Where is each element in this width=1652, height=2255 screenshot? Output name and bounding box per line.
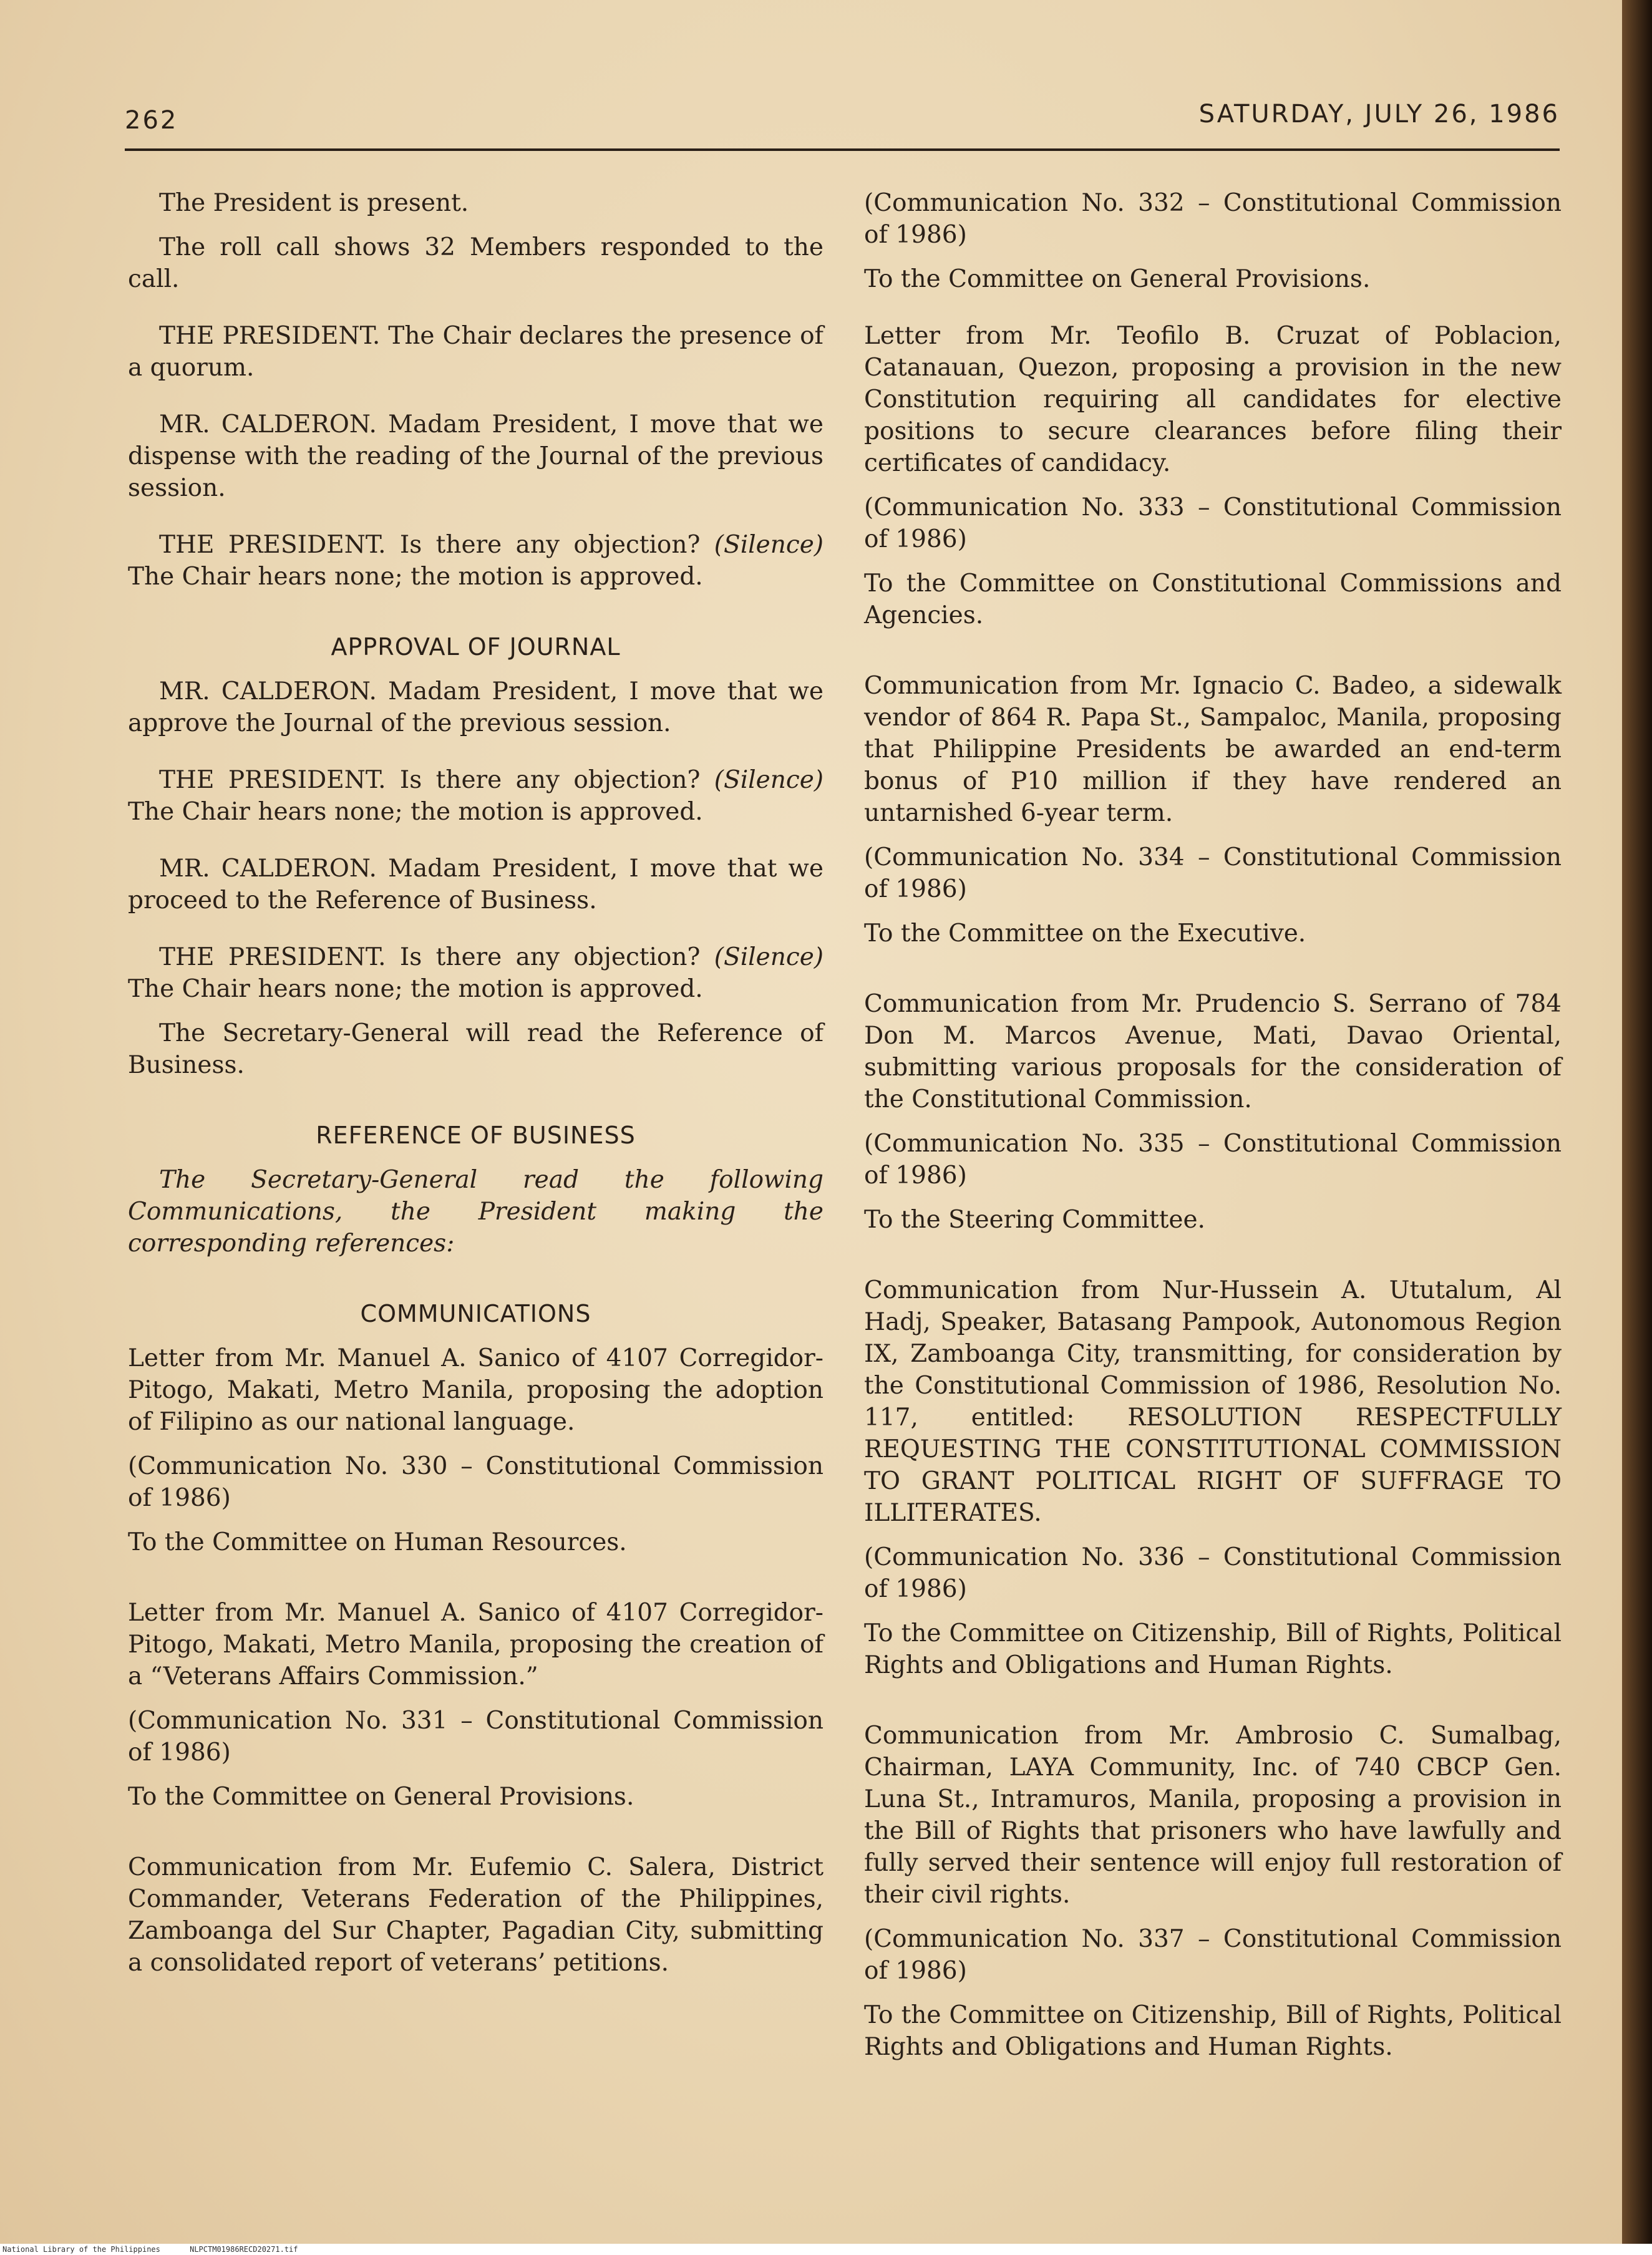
section-heading-communications: COMMUNICATIONS — [360, 1300, 591, 1327]
speech-text: THE PRESIDENT. Is there any objection? — [159, 766, 714, 794]
communication-reference: To the Committee on General Provisions. — [128, 1783, 634, 1811]
section-heading-reference: REFERENCE OF BUSINESS — [316, 1122, 636, 1149]
left-column — [128, 187, 824, 1979]
communication-text: Letter from Mr. Manuel A. Sanico of 4107 Corregidor-Pitogo, Makati, Metro Manila, proposing the creation of a “Veterans Affairs Commission.” — [128, 1599, 824, 1690]
paragraph: MR. CALDERON. Madam President, I move that we approve the Journal of the previous session. — [128, 677, 824, 737]
speech-text: The Chair hears none; the motion is approved. — [128, 563, 703, 591]
communication-number: (Communication No. 335 – Constitutional Commission of 1986) — [864, 1130, 1562, 1190]
paragraph: MR. CALDERON. Madam President, I move that we proceed to the Reference of Business. — [128, 855, 824, 914]
silence-note: (Silence) — [714, 766, 824, 794]
speech-text: THE PRESIDENT. Is there any objection? — [159, 531, 714, 559]
communication-number: (Communication No. 332 – Constitutional Commission of 1986) — [864, 189, 1562, 249]
communication-number: (Communication No. 331 – Constitutional Commission of 1986) — [128, 1707, 824, 1767]
library-label: National Library of the Philippines — [2, 2245, 160, 2254]
file-label: NLPCTM01986RECD20271.tif — [190, 2245, 298, 2254]
communication-number: (Communication No. 336 – Constitutional Commission of 1986) — [864, 1543, 1562, 1603]
paragraph: The President is present. — [159, 189, 469, 217]
communication-text: Communication from Mr. Eufemio C. Salera, District Commander, Veterans Federation of the Philippines, Zamboanga del Sur Chapter, Pagadian City, submitting a consolidated report of veterans’ petitions. — [128, 1853, 824, 1977]
communication-number: (Communication No. 333 – Constitutional Commission of 1986) — [864, 493, 1562, 553]
paragraph: THE PRESIDENT. The Chair declares the presence of a quorum. — [128, 322, 824, 382]
paragraph: The Secretary-General will read the Reference of Business. — [128, 1019, 824, 1079]
book-spine — [1622, 0, 1652, 2255]
header-rule — [125, 148, 1560, 151]
communication-text: Letter from Mr. Teofilo B. Cruzat of Poblacion, Catanauan, Quezon, proposing a provision in the new Constitution requiring all candidates for elective positions to secure clearances before filing their certificates of candidacy. — [864, 322, 1562, 477]
communication-reference: To the Committee on General Provisions. — [864, 265, 1371, 293]
speech-text: THE PRESIDENT. Is there any objection? — [159, 943, 714, 971]
page-header — [125, 100, 1560, 143]
communication-text: Communication from Mr. Ambrosio C. Sumalbag, Chairman, LAYA Community, Inc. of 740 CBCP Gen. Luna St., Intramuros, Manila, proposing a provision in the Bill of Rights that prisoners who have lawfully and fully served their sentence will enjoy full restoration of their civil rights. — [864, 1722, 1562, 1909]
page-date: SATURDAY, JULY 26, 1986 — [1198, 100, 1560, 129]
paragraph — [128, 941, 824, 1005]
silence-note: (Silence) — [714, 943, 824, 971]
communication-text: Communication from Nur-Hussein A. Ututalum, Al Hadj, Speaker, Batasang Pampook, Autonomous Region IX, Zamboanga City, transmitting, for consideration by the Constitutional Commission of 1986, Resolution No. 117, entitled: RESOLUTION RESPECTFULLY REQUESTING THE CONSTITUTIONAL COMMISSION TO GRANT POLITICAL RIGHT OF SUFFRAGE TO ILLITERATES. — [864, 1276, 1562, 1527]
communication-text: Letter from Mr. Manuel A. Sanico of 4107 Corregidor-Pitogo, Makati, Metro Manila, proposing the adoption of Filipino as our national language. — [128, 1344, 824, 1436]
communication-reference: To the Steering Committee. — [864, 1206, 1205, 1234]
communication-reference: To the Committee on the Executive. — [864, 919, 1306, 948]
speech-text: The Chair hears none; the motion is approved. — [128, 798, 703, 826]
scan-footer — [0, 2244, 1652, 2255]
right-column — [864, 187, 1562, 2063]
communication-reference: To the Committee on Citizenship, Bill of Rights, Political Rights and Obligations and Human Rights. — [864, 2001, 1562, 2061]
paragraph — [128, 764, 824, 828]
communication-text: Communication from Mr. Ignacio C. Badeo, a sidewalk vendor of 864 R. Papa St., Sampaloc, Manila, proposing that Philippine Presidents be awarded an end-term bonus of P10 million if they have rendered an untarnished 6-year term. — [864, 672, 1562, 827]
communication-number: (Communication No. 334 – Constitutional Commission of 1986) — [864, 843, 1562, 903]
speech-text: The Chair hears none; the motion is approved. — [128, 975, 703, 1003]
paragraph — [128, 529, 824, 593]
communication-number: (Communication No. 337 – Constitutional Commission of 1986) — [864, 1925, 1562, 1985]
page-number: 262 — [125, 106, 178, 135]
communication-reference: To the Committee on Human Resources. — [128, 1528, 627, 1556]
paragraph: The roll call shows 32 Members responded to the call. — [128, 233, 824, 293]
communication-reference: To the Committee on Constitutional Commissions and Agencies. — [864, 570, 1562, 629]
section-heading-journal: APPROVAL OF JOURNAL — [331, 633, 621, 661]
communication-reference: To the Committee on Citizenship, Bill of Rights, Political Rights and Obligations and Human Rights. — [864, 1619, 1562, 1679]
silence-note: (Silence) — [714, 531, 824, 559]
communication-text: Communication from Mr. Prudencio S. Serrano of 784 Don M. Marcos Avenue, Mati, Davao Oriental, submitting various proposals for the consideration of the Constitutional Commission. — [864, 990, 1562, 1113]
communication-number: (Communication No. 330 – Constitutional Commission of 1986) — [128, 1452, 824, 1512]
paragraph: MR. CALDERON. Madam President, I move that we dispense with the reading of the Journal of the previous session. — [128, 410, 824, 502]
paragraph: The Secretary-General read the following Communications, the President making the corresponding references: — [128, 1166, 824, 1258]
